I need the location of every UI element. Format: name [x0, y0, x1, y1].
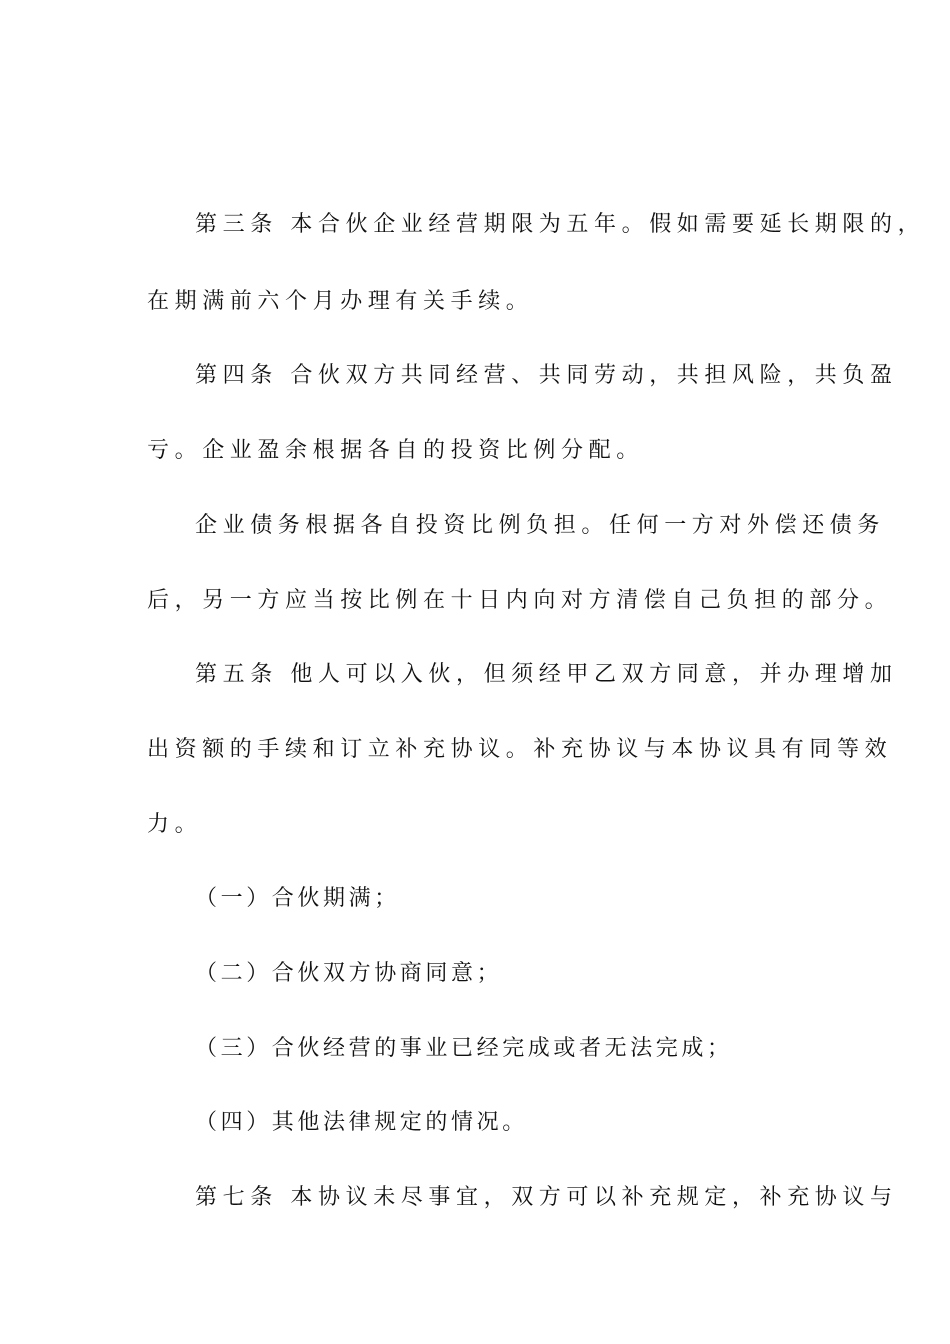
article-3-line-1: 第三条 本合伙企业经营期限为五年。假如需要延长期限的，: [195, 212, 926, 237]
article-4-line-1: 第四条 合伙双方共同经营、共同劳动，共担风险，共负盈: [195, 363, 898, 388]
list-item-1: （一）合伙期满；: [195, 886, 400, 911]
article-3-line-2: 在期满前六个月办理有关手续。: [147, 289, 534, 314]
article-5-line-1: 第五条 他人可以入伙，但须经甲乙双方同意，并办理增加: [195, 662, 898, 687]
list-item-3: （三）合伙经营的事业已经完成或者无法完成；: [195, 1036, 733, 1061]
list-item-4: （四）其他法律规定的情况。: [195, 1110, 528, 1135]
article-7-line-1: 第七条 本协议未尽事宜，双方可以补充规定，补充协议与: [195, 1185, 898, 1210]
article-5-line-3: 力。: [147, 812, 203, 837]
article-4-line-2: 亏。企业盈余根据各自的投资比例分配。: [147, 438, 644, 463]
article-5-line-2: 出资额的手续和订立补充协议。补充协议与本协议具有同等效: [147, 737, 893, 762]
list-item-2: （二）合伙双方协商同意；: [195, 961, 503, 986]
debt-paragraph-line-1: 企业债务根据各自投资比例负担。任何一方对外偿还债务: [195, 513, 886, 538]
debt-paragraph-line-2: 后，另一方应当按比例在十日内向对方清偿自己负担的部分。: [147, 588, 893, 613]
